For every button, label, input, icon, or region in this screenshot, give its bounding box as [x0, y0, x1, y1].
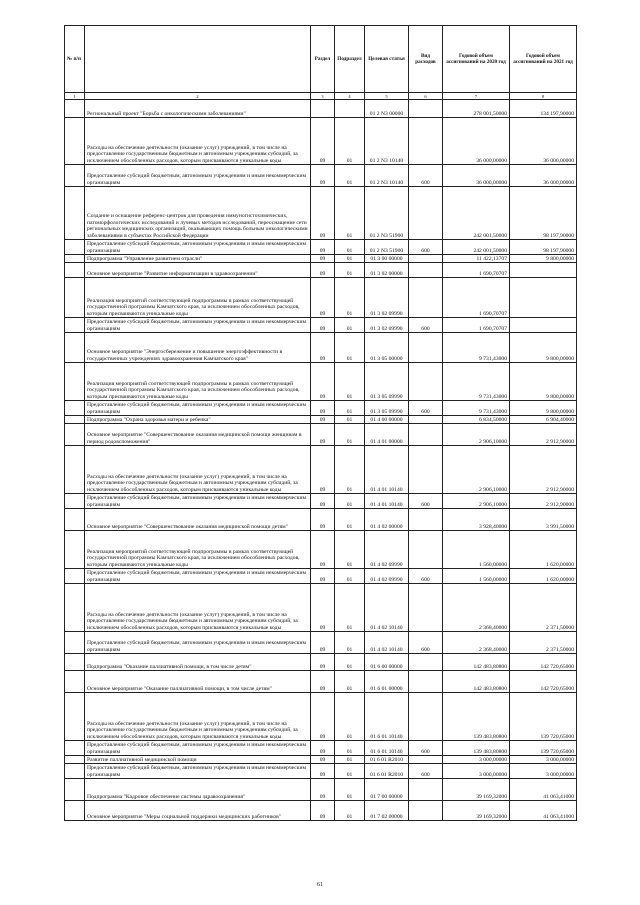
table-row [65, 764, 577, 779]
header-allocation-2021: Годовой объем ассигнований на 2021 год [510, 26, 577, 93]
row-allocation-2020-cell: 242 001,50000 [443, 240, 510, 255]
row-number-cell [65, 779, 85, 801]
table-row [65, 100, 577, 118]
row-number-cell [65, 240, 85, 255]
header-name [85, 26, 311, 93]
row-number-cell [65, 278, 85, 318]
row-allocation-2020-cell: 39 169,32000 [443, 779, 510, 801]
row-number-cell [65, 165, 85, 187]
row-name-cell: Создание и оснащение референс-центров для проведения иммуногистохимических, патоморфологических исследований и лучевых методов исследований, переоснащение сети региональных медицинских организаций, оказывающих помощь больным онкологическими заболеваниями в субъектах Российской Федерации [85, 187, 311, 240]
row-section-cell: 09 [311, 584, 335, 632]
row-expense-type-cell [409, 531, 443, 569]
row-section-cell: 09 [311, 801, 335, 821]
table-row [65, 363, 577, 401]
row-number-cell [65, 741, 85, 756]
table-row [65, 333, 577, 363]
row-number-cell [65, 263, 85, 278]
col-number: 6 [409, 93, 443, 100]
row-allocation-2020-cell: 2 906,10000 [443, 494, 510, 509]
table-row [65, 569, 577, 584]
column-number-row [65, 93, 577, 100]
col-number: 8 [510, 93, 577, 100]
row-expense-type-cell: 600 [409, 318, 443, 333]
row-section-cell: 09 [311, 240, 335, 255]
row-number-cell [65, 318, 85, 333]
row-section-cell: 09 [311, 165, 335, 187]
row-target-article-cell: 01 6 00 00000 [365, 654, 409, 671]
row-target-article-cell: 01 3 05 09990 [365, 363, 409, 401]
row-target-article-cell: 01 3 02 09990 [365, 278, 409, 318]
row-number-cell [65, 584, 85, 632]
row-number-cell [65, 569, 85, 584]
row-expense-type-cell [409, 278, 443, 318]
row-name-cell: Реализация мероприятий соответствующей подпрограммы в рамках соответствующей государственной программы Камчатского края, за исключением обособленных расходов, которым присваиваются уникальные коды [85, 363, 311, 401]
row-subsection-cell: 01 [335, 318, 365, 333]
row-expense-type-cell: 600 [409, 494, 443, 509]
table-row [65, 446, 577, 494]
row-allocation-2020-cell: 242 001,50000 [443, 187, 510, 240]
row-target-article-cell: 01 4 02 10140 [365, 632, 409, 654]
row-section-cell: 09 [311, 494, 335, 509]
row-allocation-2021-cell: 9 800,00000 [510, 255, 577, 263]
row-name-cell: Основное мероприятие "Меры социальной поддержки медицинских работников" [85, 801, 311, 821]
row-number-cell [65, 401, 85, 416]
row-subsection-cell: 01 [335, 741, 365, 756]
row-target-article-cell: 01 2 N3 10140 [365, 118, 409, 165]
row-allocation-2021-cell: 142 720,65000 [510, 671, 577, 693]
row-name-cell: Расходы на обеспечение деятельности (оказание услуг) учреждений, в том числе на предоставление государственным бюджетным и автономным учреждениям субсидий, за исключением обособленных расходов, которым присваиваются уникальные коды [85, 693, 311, 741]
row-section-cell: 09 [311, 446, 335, 494]
row-subsection-cell: 01 [335, 584, 365, 632]
row-expense-type-cell [409, 263, 443, 278]
table-row [65, 278, 577, 318]
row-subsection-cell: 01 [335, 654, 365, 671]
row-name-cell: Предоставление субсидий бюджетным, автономным учреждениям и иным некоммерческим организациям [85, 401, 311, 416]
row-section-cell: 09 [311, 333, 335, 363]
row-target-article-cell: 01 7 02 00000 [365, 801, 409, 821]
row-name-cell: Предоставление субсидий бюджетным, автономным учреждениям и иным некоммерческим организациям [85, 240, 311, 255]
row-name-cell: Предоставление субсидий бюджетным, автономным учреждениям и иным некоммерческим организациям [85, 165, 311, 187]
row-name-cell: Основное мероприятие "Развитие информатизации в здравоохранении" [85, 263, 311, 278]
row-subsection-cell: 01 [335, 779, 365, 801]
row-target-article-cell: 01 2 N3 51900 [365, 187, 409, 240]
row-allocation-2020-cell: 142 483,80800 [443, 671, 510, 693]
row-section-cell: 09 [311, 741, 335, 756]
row-allocation-2020-cell: 3 000,00000 [443, 764, 510, 779]
row-allocation-2021-cell: 6 904,40000 [510, 416, 577, 424]
row-number-cell [65, 255, 85, 263]
page-number: 61 [317, 882, 323, 888]
row-allocation-2020-cell: 278 001,50000 [443, 100, 510, 118]
row-expense-type-cell: 600 [409, 741, 443, 756]
row-target-article-cell: 01 6 01 10140 [365, 741, 409, 756]
row-name-cell: Основное мероприятие "Энергосбережение и повышение энергоэффективности в государственных учреждениях здравоохранения Камчатского края" [85, 333, 311, 363]
header-row [65, 26, 577, 93]
row-section-cell: 09 [311, 278, 335, 318]
row-expense-type-cell [409, 416, 443, 424]
row-name-cell: Расходы на обеспечение деятельности (оказание услуг) учреждений, в том числе на предоставление государственным бюджетным и автономным учреждениям субсидий, за исключением обособленных расходов, которым присваиваются уникальные коды [85, 446, 311, 494]
row-expense-type-cell: 600 [409, 764, 443, 779]
row-allocation-2021-cell: 41 063,41000 [510, 779, 577, 801]
row-number-cell [65, 509, 85, 531]
row-target-article-cell: 01 4 00 00000 [365, 416, 409, 424]
row-target-article-cell: 01 4 01 10140 [365, 494, 409, 509]
col-number: 1 [65, 93, 85, 100]
row-expense-type-cell [409, 424, 443, 446]
table-row [65, 318, 577, 333]
table-row [65, 424, 577, 446]
row-name-cell: Предоставление субсидий бюджетным, автономным учреждениям и иным некоммерческим организациям [85, 569, 311, 584]
table-row [65, 654, 577, 671]
row-target-article-cell: 01 4 01 00000 [365, 424, 409, 446]
row-allocation-2020-cell: 9 731,43000 [443, 401, 510, 416]
row-allocation-2021-cell: 98 197,90000 [510, 187, 577, 240]
row-allocation-2021-cell: 2 912,90000 [510, 424, 577, 446]
row-expense-type-cell [409, 671, 443, 693]
row-subsection-cell: 01 [335, 255, 365, 263]
row-target-article-cell: 01 2 N3 10140 [365, 165, 409, 187]
row-subsection-cell: 01 [335, 446, 365, 494]
row-allocation-2021-cell: 2 371,50000 [510, 584, 577, 632]
table-row [65, 401, 577, 416]
table-body [65, 100, 577, 821]
row-expense-type-cell: 600 [409, 401, 443, 416]
row-number-cell [65, 118, 85, 165]
col-number: 4 [335, 93, 365, 100]
col-number: 5 [365, 93, 409, 100]
row-section-cell: 09 [311, 693, 335, 741]
row-subsection-cell: 01 [335, 278, 365, 318]
row-subsection-cell: 01 [335, 240, 365, 255]
row-number-cell [65, 100, 85, 118]
row-name-cell: Предоставление субсидий бюджетным, автономным учреждениям и иным некоммерческим организациям [85, 494, 311, 509]
row-subsection-cell: 01 [335, 569, 365, 584]
row-allocation-2021-cell: 2 912,90000 [510, 494, 577, 509]
row-allocation-2021-cell: 142 720,65000 [510, 654, 577, 671]
row-target-article-cell: 01 3 02 00000 [365, 263, 409, 278]
row-allocation-2020-cell: 36 000,00000 [443, 118, 510, 165]
row-name-cell: Региональный проект "Борьба с онкологическими заболеваниями" [85, 100, 311, 118]
row-allocation-2021-cell: 3 000,00000 [510, 756, 577, 764]
row-name-cell: Основное мероприятие "Совершенствование оказания медицинской помощи детям" [85, 509, 311, 531]
table-row [65, 584, 577, 632]
row-allocation-2021-cell: 9 800,00000 [510, 333, 577, 363]
row-target-article-cell: 01 2 N3 51900 [365, 240, 409, 255]
row-number-cell [65, 632, 85, 654]
row-section-cell: 09 [311, 118, 335, 165]
table-row [65, 531, 577, 569]
row-expense-type-cell [409, 187, 443, 240]
row-allocation-2020-cell: 139 483,80800 [443, 693, 510, 741]
row-target-article-cell: 01 3 00 00000 [365, 255, 409, 263]
row-number-cell [65, 363, 85, 401]
row-subsection-cell: 01 [335, 756, 365, 764]
row-expense-type-cell [409, 446, 443, 494]
row-subsection-cell: 01 [335, 494, 365, 509]
table-row [65, 779, 577, 801]
row-subsection-cell: 01 [335, 424, 365, 446]
row-section-cell [311, 100, 335, 118]
row-target-article-cell: 01 4 01 10140 [365, 446, 409, 494]
row-expense-type-cell: 600 [409, 240, 443, 255]
row-allocation-2020-cell: 1 690,70707 [443, 263, 510, 278]
row-expense-type-cell [409, 333, 443, 363]
row-section-cell: 09 [311, 671, 335, 693]
row-allocation-2020-cell: 6 834,50000 [443, 416, 510, 424]
row-section-cell: 09 [311, 531, 335, 569]
row-number-cell [65, 446, 85, 494]
row-expense-type-cell [409, 654, 443, 671]
row-number-cell [65, 693, 85, 741]
row-allocation-2021-cell: 139 720,65000 [510, 741, 577, 756]
budget-table-sheet [64, 25, 576, 821]
row-name-cell: Предоставление субсидий бюджетным, автономным учреждениям и иным некоммерческим организациям [85, 741, 311, 756]
row-subsection-cell: 01 [335, 333, 365, 363]
row-name-cell: Предоставление субсидий бюджетным, автономным учреждениям и иным некоммерческим организациям [85, 764, 311, 779]
row-expense-type-cell [409, 693, 443, 741]
row-allocation-2020-cell: 139 483,80800 [443, 741, 510, 756]
row-name-cell: Расходы на обеспечение деятельности (оказание услуг) учреждений, в том числе на предоставление государственным бюджетным и автономным учреждениям субсидий, за исключением обособленных расходов, которым присваиваются уникальные коды [85, 584, 311, 632]
row-allocation-2021-cell [510, 318, 577, 333]
row-allocation-2020-cell: 1 690,70707 [443, 318, 510, 333]
header-number: № п/п [65, 26, 85, 93]
row-target-article-cell: 01 2 N3 00000 [365, 100, 409, 118]
row-number-cell [65, 424, 85, 446]
row-expense-type-cell [409, 779, 443, 801]
row-allocation-2021-cell: 9 800,00000 [510, 401, 577, 416]
row-subsection-cell: 01 [335, 165, 365, 187]
row-subsection-cell: 01 [335, 509, 365, 531]
row-name-cell: Предоставление субсидий бюджетным, автономным учреждениям и иным некоммерческим организациям [85, 632, 311, 654]
row-subsection-cell: 01 [335, 118, 365, 165]
table-row [65, 187, 577, 240]
row-name-cell: Подпрограмма "Кадровое обеспечение системы здравоохранения" [85, 779, 311, 801]
table-row [65, 801, 577, 821]
row-expense-type-cell: 600 [409, 165, 443, 187]
row-expense-type-cell [409, 100, 443, 118]
row-number-cell [65, 416, 85, 424]
row-expense-type-cell [409, 255, 443, 263]
row-name-cell: Основное мероприятие "Оказание паллиативной помощи, в том числе детям" [85, 671, 311, 693]
row-allocation-2021-cell [510, 263, 577, 278]
row-allocation-2021-cell: 134 197,90000 [510, 100, 577, 118]
row-subsection-cell: 01 [335, 671, 365, 693]
row-allocation-2020-cell: 11 422,13707 [443, 255, 510, 263]
row-number-cell [65, 531, 85, 569]
row-name-cell: Подпрограмма "Оказание паллиативной помощи, в том числе детям" [85, 654, 311, 671]
row-subsection-cell: 01 [335, 401, 365, 416]
row-name-cell: Реализация мероприятий соответствующей подпрограммы в рамках соответствующей государственной программы Камчатского края, за исключением обособленных расходов, которым присваиваются уникальные коды [85, 278, 311, 318]
row-allocation-2021-cell: 3 000,00000 [510, 764, 577, 779]
row-allocation-2021-cell: 2 912,90000 [510, 446, 577, 494]
row-allocation-2021-cell: 1 620,00000 [510, 531, 577, 569]
row-allocation-2020-cell: 2 368,40000 [443, 632, 510, 654]
row-section-cell: 09 [311, 263, 335, 278]
table-row [65, 165, 577, 187]
row-allocation-2021-cell: 9 800,00000 [510, 363, 577, 401]
table-row [65, 671, 577, 693]
row-subsection-cell: 01 [335, 693, 365, 741]
row-allocation-2020-cell: 1 560,00000 [443, 569, 510, 584]
row-target-article-cell: 01 4 02 00000 [365, 509, 409, 531]
table-row [65, 416, 577, 424]
table-row [65, 240, 577, 255]
row-allocation-2020-cell: 1 690,70707 [443, 278, 510, 318]
row-allocation-2021-cell: 2 371,50000 [510, 632, 577, 654]
row-target-article-cell: 01 6 01 R2010 [365, 756, 409, 764]
row-name-cell: Подпрограмма "Управление развитием отрасли" [85, 255, 311, 263]
row-number-cell [65, 801, 85, 821]
row-subsection-cell: 01 [335, 363, 365, 401]
header-subsection: Подраздел [335, 26, 365, 93]
row-target-article-cell: 01 6 01 R2010 [365, 764, 409, 779]
row-expense-type-cell [409, 509, 443, 531]
row-target-article-cell: 01 6 01 10140 [365, 693, 409, 741]
row-section-cell: 09 [311, 416, 335, 424]
row-allocation-2021-cell: 1 620,00000 [510, 569, 577, 584]
row-target-article-cell: 01 3 02 09990 [365, 318, 409, 333]
row-allocation-2020-cell: 9 731,43000 [443, 333, 510, 363]
row-section-cell: 09 [311, 424, 335, 446]
row-target-article-cell: 01 3 05 09990 [365, 401, 409, 416]
row-number-cell [65, 333, 85, 363]
row-subsection-cell [335, 100, 365, 118]
row-allocation-2020-cell: 9 731,43000 [443, 363, 510, 401]
row-allocation-2020-cell: 3 000,00000 [443, 756, 510, 764]
row-section-cell: 09 [311, 756, 335, 764]
row-name-cell: Подпрограмма "Охрана здоровья матери и ребенка" [85, 416, 311, 424]
row-target-article-cell: 01 7 00 00000 [365, 779, 409, 801]
row-expense-type-cell: 600 [409, 569, 443, 584]
table-row [65, 741, 577, 756]
row-section-cell: 09 [311, 764, 335, 779]
row-target-article-cell: 01 6 01 00000 [365, 671, 409, 693]
row-number-cell [65, 764, 85, 779]
table-row [65, 509, 577, 531]
row-allocation-2021-cell: 36 000,00000 [510, 118, 577, 165]
row-allocation-2021-cell: 41 063,41000 [510, 801, 577, 821]
row-expense-type-cell [409, 118, 443, 165]
row-number-cell [65, 654, 85, 671]
row-target-article-cell: 01 4 02 10140 [365, 584, 409, 632]
header-expense-type: Вид расходов [409, 26, 443, 93]
col-number: 2 [85, 93, 311, 100]
row-expense-type-cell [409, 363, 443, 401]
row-section-cell: 09 [311, 363, 335, 401]
table-row [65, 693, 577, 741]
row-allocation-2020-cell: 3 928,40000 [443, 509, 510, 531]
row-expense-type-cell [409, 801, 443, 821]
row-section-cell: 09 [311, 187, 335, 240]
row-section-cell: 09 [311, 255, 335, 263]
row-allocation-2020-cell: 2 906,10000 [443, 446, 510, 494]
row-subsection-cell: 01 [335, 531, 365, 569]
row-allocation-2020-cell: 2 906,10000 [443, 424, 510, 446]
table-row [65, 263, 577, 278]
row-section-cell: 09 [311, 509, 335, 531]
row-allocation-2020-cell: 2 368,40000 [443, 584, 510, 632]
row-allocation-2020-cell: 39 169,32000 [443, 801, 510, 821]
row-section-cell: 09 [311, 779, 335, 801]
row-section-cell: 09 [311, 632, 335, 654]
row-allocation-2021-cell: 98 197,90000 [510, 240, 577, 255]
row-name-cell: Расходы на обеспечение деятельности (оказание услуг) учреждений, в том числе на предоставление государственным бюджетным и автономным учреждениям субсидий, за исключением обособленных расходов, которым присваиваются уникальные коды [85, 118, 311, 165]
col-number: 7 [443, 93, 510, 100]
row-name-cell: Развитие паллиативной медицинской помощи [85, 756, 311, 764]
row-number-cell [65, 671, 85, 693]
row-section-cell: 09 [311, 318, 335, 333]
row-subsection-cell: 01 [335, 263, 365, 278]
row-subsection-cell: 01 [335, 632, 365, 654]
header-section: Раздел [311, 26, 335, 93]
budget-table [64, 25, 577, 821]
header-target-article: Целевая статья [365, 26, 409, 93]
row-expense-type-cell [409, 756, 443, 764]
row-subsection-cell: 01 [335, 764, 365, 779]
row-subsection-cell: 01 [335, 801, 365, 821]
table-row [65, 255, 577, 263]
row-expense-type-cell [409, 584, 443, 632]
table-row [65, 756, 577, 764]
row-allocation-2021-cell [510, 278, 577, 318]
row-name-cell: Реализация мероприятий соответствующей подпрограммы в рамках соответствующей государственной программы Камчатского края, за исключением обособленных расходов, которым присваиваются уникальные коды [85, 531, 311, 569]
row-allocation-2021-cell: 3 991,50000 [510, 509, 577, 531]
table-row [65, 118, 577, 165]
row-allocation-2021-cell: 139 720,65000 [510, 693, 577, 741]
row-section-cell: 09 [311, 569, 335, 584]
row-allocation-2020-cell: 36 000,00000 [443, 165, 510, 187]
row-section-cell: 09 [311, 401, 335, 416]
row-number-cell [65, 187, 85, 240]
row-target-article-cell: 01 4 02 09990 [365, 569, 409, 584]
row-subsection-cell: 01 [335, 416, 365, 424]
table-row [65, 494, 577, 509]
row-name-cell: Основное мероприятие "Совершенствование оказания медицинской помощи женщинам в период родовспоможения" [85, 424, 311, 446]
row-expense-type-cell: 600 [409, 632, 443, 654]
row-allocation-2020-cell: 142 483,80800 [443, 654, 510, 671]
table-row [65, 632, 577, 654]
row-allocation-2020-cell: 1 560,00000 [443, 531, 510, 569]
row-name-cell: Предоставление субсидий бюджетным, автономным учреждениям и иным некоммерческим организациям [85, 318, 311, 333]
row-allocation-2021-cell: 36 000,00000 [510, 165, 577, 187]
row-section-cell: 09 [311, 654, 335, 671]
header-allocation-2020: Годовой объем ассигнований на 2020 год [443, 26, 510, 93]
col-number: 3 [311, 93, 335, 100]
row-subsection-cell: 01 [335, 187, 365, 240]
row-target-article-cell: 01 3 05 00000 [365, 333, 409, 363]
row-number-cell [65, 756, 85, 764]
row-target-article-cell: 01 4 02 09990 [365, 531, 409, 569]
row-number-cell [65, 494, 85, 509]
